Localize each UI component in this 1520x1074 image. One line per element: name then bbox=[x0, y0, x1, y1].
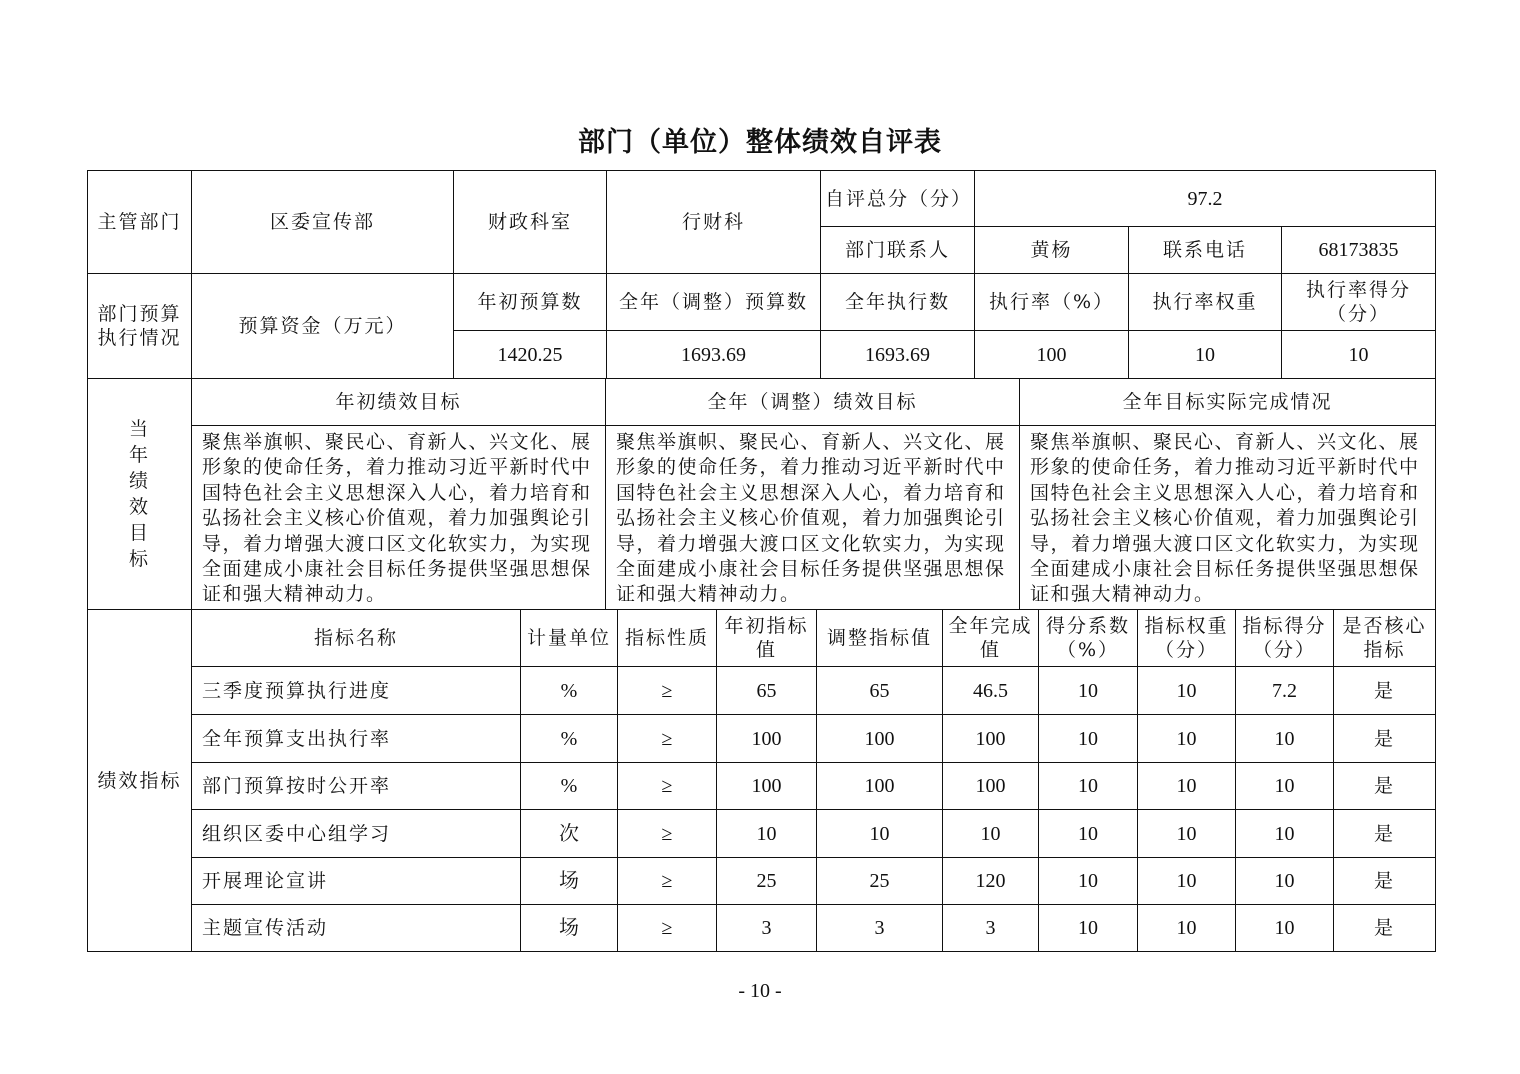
ind-nature: ≥ bbox=[618, 715, 717, 763]
budget-adjusted: 1693.69 bbox=[607, 331, 821, 379]
ind-adjusted: 100 bbox=[817, 715, 943, 763]
ind-weight: 10 bbox=[1138, 905, 1236, 952]
ind-core: 是 bbox=[1334, 715, 1436, 763]
indicators-header-row bbox=[88, 610, 1436, 667]
ind-adjusted: 3 bbox=[817, 905, 943, 952]
budget-col-executed: 全年执行数 bbox=[821, 274, 975, 331]
table-row bbox=[88, 667, 1436, 715]
budget-col-adjusted: 全年（调整）预算数 bbox=[607, 274, 821, 331]
page-number: - 10 - bbox=[738, 980, 782, 1002]
ind-core: 是 bbox=[1334, 667, 1436, 715]
goals-table bbox=[87, 378, 1436, 610]
dept-label: 主管部门 bbox=[88, 171, 192, 274]
ind-unit: 场 bbox=[521, 905, 618, 952]
ind-weight: 10 bbox=[1138, 715, 1236, 763]
score-value: 97.2 bbox=[975, 171, 1436, 227]
goals-text-initial: 聚焦举旗帜、聚民心、育新人、兴文化、展形象的使命任务，着力推动习近平新时代中国特色社会主义思想深入人心，着力培育和弘扬社会主义核心价值观，着力加强舆论引导，着力增强大渡口区文化软实力，为实现全面建成小康社会目标任务提供坚强思想保证和强大精神动力。 bbox=[192, 426, 606, 610]
ind-header-coef: 得分系数（%） bbox=[1039, 610, 1138, 667]
ind-header-adjusted: 调整指标值 bbox=[817, 610, 943, 667]
ind-header-actual: 全年完成值 bbox=[943, 610, 1039, 667]
ind-weight: 10 bbox=[1138, 763, 1236, 810]
ind-core: 是 bbox=[1334, 810, 1436, 858]
ind-name: 全年预算支出执行率 bbox=[192, 715, 521, 763]
goals-text-actual: 聚焦举旗帜、聚民心、育新人、兴文化、展形象的使命任务，着力推动习近平新时代中国特色社会主义思想深入人心，着力培育和弘扬社会主义核心价值观，着力加强舆论引导，着力增强大渡口区文化软实力，为实现全面建成小康社会目标任务提供坚强思想保证和强大精神动力。 bbox=[1020, 426, 1436, 610]
ind-actual: 100 bbox=[943, 715, 1039, 763]
ind-weight: 10 bbox=[1138, 858, 1236, 905]
ind-score: 10 bbox=[1236, 763, 1334, 810]
ind-core: 是 bbox=[1334, 858, 1436, 905]
ind-core: 是 bbox=[1334, 905, 1436, 952]
goals-col-actual: 全年目标实际完成情况 bbox=[1020, 379, 1436, 426]
budget-initial: 1420.25 bbox=[454, 331, 607, 379]
table-row bbox=[88, 763, 1436, 810]
ind-header-weight: 指标权重（分） bbox=[1138, 610, 1236, 667]
goals-section-label bbox=[88, 379, 192, 610]
ind-actual: 100 bbox=[943, 763, 1039, 810]
ind-actual: 46.5 bbox=[943, 667, 1039, 715]
table-row bbox=[88, 715, 1436, 763]
page-title: 部门（单位）整体绩效自评表 bbox=[578, 127, 942, 158]
ind-unit: 场 bbox=[521, 858, 618, 905]
ind-name: 主题宣传活动 bbox=[192, 905, 521, 952]
budget-col-score: 执行率得分（分） bbox=[1282, 274, 1436, 331]
table-row bbox=[88, 858, 1436, 905]
ind-actual: 120 bbox=[943, 858, 1039, 905]
score-label: 自评总分（分） bbox=[821, 171, 975, 227]
ind-coef: 10 bbox=[1039, 810, 1138, 858]
ind-score: 10 bbox=[1236, 810, 1334, 858]
ind-initial: 3 bbox=[717, 905, 817, 952]
contact-value: 黄杨 bbox=[975, 227, 1129, 274]
goals-col-initial: 年初绩效目标 bbox=[192, 379, 606, 426]
ind-unit: % bbox=[521, 763, 618, 810]
budget-fund-label: 预算资金（万元） bbox=[192, 274, 454, 379]
finance-value: 行财科 bbox=[607, 171, 821, 274]
budget-col-initial: 年初预算数 bbox=[454, 274, 607, 331]
contact-label: 部门联系人 bbox=[821, 227, 975, 274]
ind-coef: 10 bbox=[1039, 905, 1138, 952]
ind-adjusted: 10 bbox=[817, 810, 943, 858]
ind-header-score: 指标得分（分） bbox=[1236, 610, 1334, 667]
ind-header-name: 指标名称 bbox=[192, 610, 521, 667]
ind-header-initial: 年初指标值 bbox=[717, 610, 817, 667]
table-row bbox=[88, 905, 1436, 952]
ind-initial: 25 bbox=[717, 858, 817, 905]
ind-nature: ≥ bbox=[618, 858, 717, 905]
ind-adjusted: 65 bbox=[817, 667, 943, 715]
phone-label: 联系电话 bbox=[1129, 227, 1282, 274]
budget-score: 10 bbox=[1282, 331, 1436, 379]
ind-header-unit: 计量单位 bbox=[521, 610, 618, 667]
ind-initial: 65 bbox=[717, 667, 817, 715]
ind-initial: 100 bbox=[717, 715, 817, 763]
ind-adjusted: 25 bbox=[817, 858, 943, 905]
ind-nature: ≥ bbox=[618, 810, 717, 858]
ind-weight: 10 bbox=[1138, 810, 1236, 858]
ind-name: 部门预算按时公开率 bbox=[192, 763, 521, 810]
ind-score: 7.2 bbox=[1236, 667, 1334, 715]
ind-actual: 10 bbox=[943, 810, 1039, 858]
ind-header-core: 是否核心指标 bbox=[1334, 610, 1436, 667]
budget-weight: 10 bbox=[1129, 331, 1282, 379]
ind-weight: 10 bbox=[1138, 667, 1236, 715]
ind-score: 10 bbox=[1236, 905, 1334, 952]
ind-header-nature: 指标性质 bbox=[618, 610, 717, 667]
budget-col-weight: 执行率权重 bbox=[1129, 274, 1282, 331]
budget-section-label: 部门预算执行情况 bbox=[88, 274, 192, 379]
ind-actual: 3 bbox=[943, 905, 1039, 952]
ind-coef: 10 bbox=[1039, 715, 1138, 763]
ind-score: 10 bbox=[1236, 858, 1334, 905]
ind-initial: 10 bbox=[717, 810, 817, 858]
finance-label: 财政科室 bbox=[454, 171, 607, 274]
ind-initial: 100 bbox=[717, 763, 817, 810]
ind-name: 三季度预算执行进度 bbox=[192, 667, 521, 715]
dept-value: 区委宣传部 bbox=[192, 171, 454, 274]
ind-nature: ≥ bbox=[618, 905, 717, 952]
ind-nature: ≥ bbox=[618, 667, 717, 715]
budget-rate: 100 bbox=[975, 331, 1129, 379]
goals-section-text: 当年绩效目标 bbox=[128, 418, 150, 570]
ind-core: 是 bbox=[1334, 763, 1436, 810]
ind-coef: 10 bbox=[1039, 667, 1138, 715]
table-row bbox=[88, 810, 1436, 858]
header-budget-table bbox=[87, 170, 1436, 379]
ind-nature: ≥ bbox=[618, 763, 717, 810]
goals-col-adjusted: 全年（调整）绩效目标 bbox=[606, 379, 1020, 426]
ind-unit: % bbox=[521, 715, 618, 763]
indicators-table bbox=[87, 609, 1436, 952]
ind-coef: 10 bbox=[1039, 763, 1138, 810]
budget-executed: 1693.69 bbox=[821, 331, 975, 379]
ind-coef: 10 bbox=[1039, 858, 1138, 905]
budget-col-rate: 执行率（%） bbox=[975, 274, 1129, 331]
ind-unit: % bbox=[521, 667, 618, 715]
goals-text-adjusted: 聚焦举旗帜、聚民心、育新人、兴文化、展形象的使命任务，着力推动习近平新时代中国特色社会主义思想深入人心，着力培育和弘扬社会主义核心价值观，着力加强舆论引导，着力增强大渡口区文化软实力，为实现全面建成小康社会目标任务提供坚强思想保证和强大精神动力。 bbox=[606, 426, 1020, 610]
indicators-section-label: 绩效指标 bbox=[88, 610, 192, 952]
ind-name: 开展理论宣讲 bbox=[192, 858, 521, 905]
ind-score: 10 bbox=[1236, 715, 1334, 763]
ind-unit: 次 bbox=[521, 810, 618, 858]
ind-adjusted: 100 bbox=[817, 763, 943, 810]
ind-name: 组织区委中心组学习 bbox=[192, 810, 521, 858]
phone-value: 68173835 bbox=[1282, 227, 1436, 274]
